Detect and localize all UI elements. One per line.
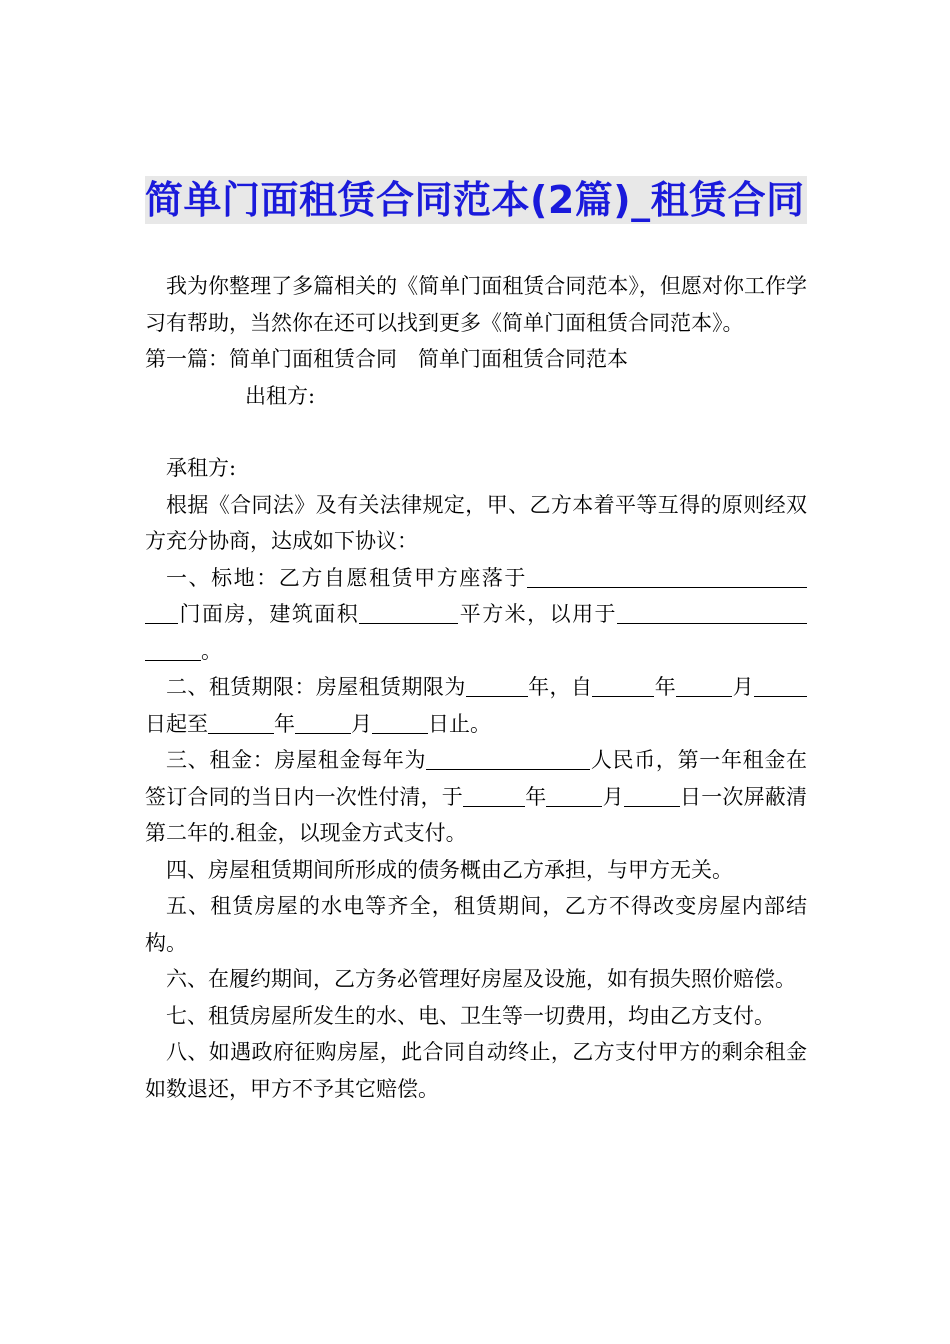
- purpose-blank-cont: [145, 639, 201, 661]
- lessee-label: 承租方:: [166, 456, 237, 480]
- start-month-blank: [676, 675, 732, 697]
- end-year-blank: [208, 712, 274, 734]
- blank-space: [145, 414, 807, 450]
- payment-year-blank: [463, 785, 525, 807]
- clause-2-text-c: 年: [654, 675, 677, 699]
- area-blank: [359, 602, 458, 624]
- document-body: [145, 268, 807, 1107]
- section-heading: 第一篇：简单门面租赁合同 简单门面租赁合同范本: [145, 347, 628, 371]
- start-day-blank-cont: [774, 675, 807, 697]
- clause-2-text-a: 二、租赁期限：房屋租赁期限为: [166, 675, 466, 699]
- clause-1-text-b: 门面房，建筑面积: [178, 602, 360, 626]
- end-day-blank: [372, 712, 428, 734]
- end-month-blank: [295, 712, 351, 734]
- clause-2-text-b: 年，自: [527, 675, 593, 699]
- clause-2: [145, 669, 807, 742]
- clause-3-text-d: 月: [602, 784, 624, 809]
- clause-2-text-d: 月: [732, 675, 755, 699]
- payment-month-blank: [546, 785, 602, 807]
- clause-1: [145, 560, 807, 670]
- clause-1-text-d: 。: [201, 638, 222, 663]
- start-day-blank: [754, 675, 774, 697]
- clause-3-text-e: 日一次屏蔽清第二年的.租金，以现金方式支付。: [145, 784, 808, 845]
- lessor-label: 出租方:: [245, 383, 316, 408]
- clause-1-text-a: 一、标地：乙方自愿租赁甲方座落于: [166, 565, 527, 590]
- purpose-blank: [617, 602, 807, 624]
- clause-5: 五、租赁房屋的水电等齐全，租赁期间，乙方不得改变房屋内部结构。: [145, 894, 807, 955]
- clause-3-text-b: 人民币，第一年租金在签订合同的当日内一次性付清，于: [145, 748, 808, 809]
- clause-2-text-h: 日止。: [428, 711, 491, 736]
- intro-paragraph: 我为你整理了多篇相关的《简单门面租赁合同范本》，但愿对你工作学习有帮助，当然你在还可以找到更多《简单门面租赁合同范本》。: [145, 274, 807, 335]
- location-blank: [527, 566, 807, 588]
- clause-8: 八、如遇政府征购房屋，此合同自动终止，乙方支付甲方的剩余租金如数退还，甲方不予其它赔偿。: [145, 1040, 807, 1101]
- clause-3: [145, 742, 807, 852]
- clause-4: 四、房屋租赁期间所形成的债务概由乙方承担，与甲方无关。: [166, 857, 733, 882]
- start-year-blank: [592, 675, 654, 697]
- clause-1-text-c: 平方米，以用于: [458, 602, 618, 626]
- location-blank-cont: [145, 602, 178, 624]
- clause-2-text-f: 年: [274, 711, 295, 736]
- term-years-blank: [466, 675, 528, 697]
- clause-2-text-g: 月: [351, 711, 372, 736]
- clause-3-text-c: 年: [525, 784, 547, 809]
- clause-3-text-a: 三、租金：房屋租金每年为: [166, 748, 427, 772]
- clause-6: 六、在履约期间，乙方务必管理好房屋及设施，如有损失照价赔偿。: [166, 967, 796, 991]
- payment-day-blank: [624, 785, 680, 807]
- preamble-paragraph: 根据《合同法》及有关法律规定，甲、乙方本着平等互得的原则经双方充分协商，达成如下协议：: [145, 492, 807, 553]
- clause-7: 七、租赁房屋所发生的水、电、卫生等一切费用，均由乙方支付。: [166, 1003, 775, 1028]
- document-title: 简单门面租赁合同范本(2篇)_租赁合同: [145, 176, 807, 224]
- rent-amount-blank: [426, 748, 590, 770]
- clause-2-text-e: 日起至: [145, 711, 208, 736]
